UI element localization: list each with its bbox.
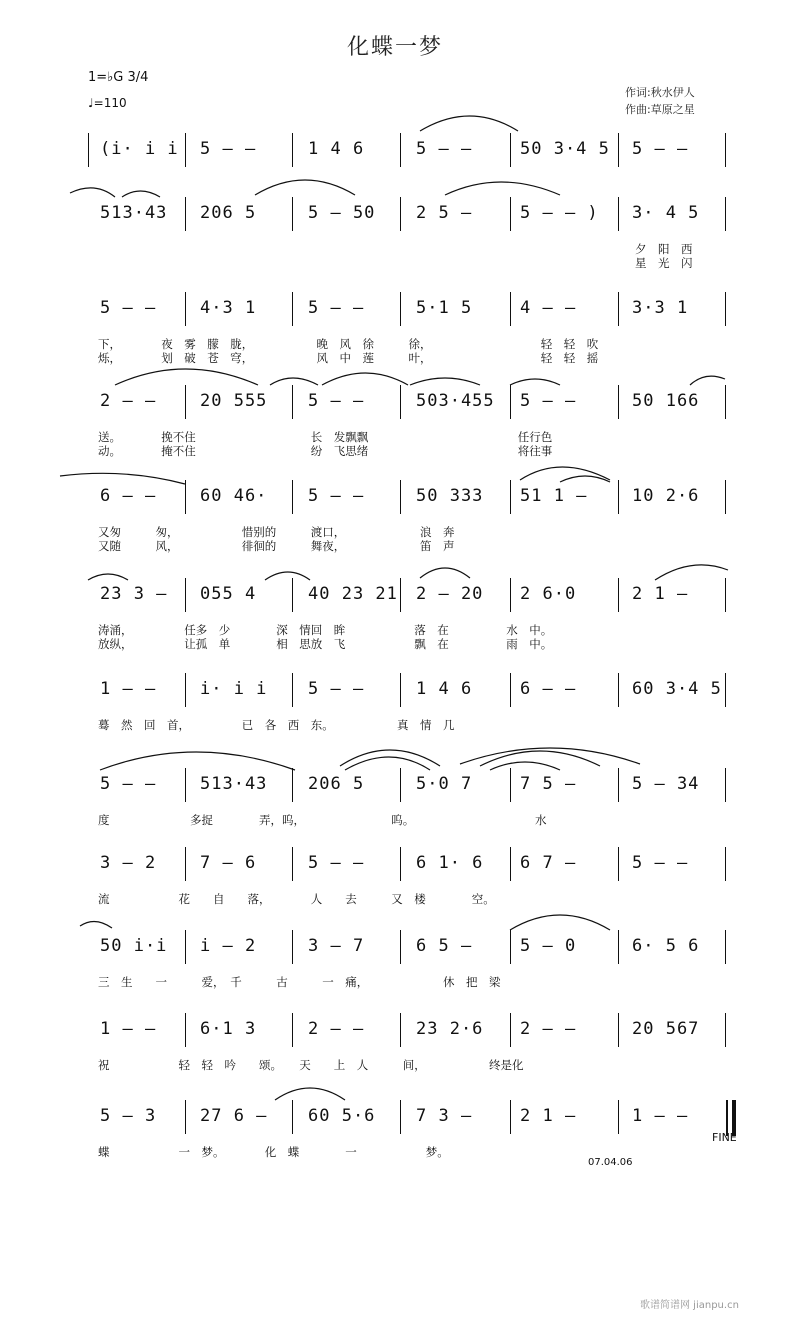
slur — [265, 572, 310, 580]
slur — [88, 574, 128, 580]
slur — [490, 762, 560, 770]
measure: 2 – 20 — [416, 584, 484, 604]
measure: 60 5·6 — [308, 1106, 376, 1126]
measure: 5 – – — [632, 139, 689, 159]
measure: i· i i — [200, 679, 268, 699]
lyric-line: 动。 掩不住 纷 飞思绪 将往事 — [98, 444, 553, 458]
time-signature: 3/4 — [127, 70, 149, 85]
music-line — [0, 1013, 790, 1047]
measure: 5 – – — [416, 139, 473, 159]
watermark: 歌谱简谱网 jianpu.cn — [640, 1300, 739, 1311]
measure: 6· 5 6 — [632, 936, 700, 956]
measure: 206 5 — [308, 774, 365, 794]
measure: 6 5 – — [416, 936, 473, 956]
key-label: 1=♭G — [88, 70, 124, 85]
measure: 7 3 – — [416, 1106, 473, 1126]
slur — [445, 182, 560, 195]
measure: 6 1· 6 — [416, 853, 484, 873]
lyricist: 作词:秋水伊人 — [625, 86, 695, 99]
slur-lines — [0, 649, 790, 679]
lyric-line: 烁， 划 破 苍 穹， 风 中 莲 叶， 轻 轻 摇 — [98, 351, 599, 365]
slur — [460, 748, 640, 764]
measure: 6·1 3 — [200, 1019, 257, 1039]
measure: 5 – – — [308, 298, 365, 318]
slur — [510, 379, 560, 385]
measure: 5 – – — [520, 391, 577, 411]
measure: 1 4 6 — [308, 139, 365, 159]
slur — [275, 1088, 345, 1100]
measure: 5 – – — [100, 298, 157, 318]
slur-lines — [0, 554, 790, 584]
measure: 50 i·i — [100, 936, 168, 956]
lyric-line: 又随 风， 徘徊的 舞夜， 笛 声 — [98, 539, 455, 553]
measure: 2 6·0 — [520, 584, 577, 604]
slur-lines — [0, 989, 790, 1019]
measure: 5·1 5 — [416, 298, 473, 318]
slur-lines — [0, 744, 790, 774]
measure: 20 555 — [200, 391, 268, 411]
slur-lines — [0, 456, 790, 486]
key-signature — [88, 70, 148, 85]
measure: 50 333 — [416, 486, 484, 506]
slur-lines — [0, 173, 790, 203]
measure: i – 2 — [200, 936, 257, 956]
slur — [270, 378, 318, 385]
measure: 20 567 — [632, 1019, 700, 1039]
music-line — [0, 578, 790, 612]
measure: 5 – 0 — [520, 936, 577, 956]
measure: 1 – – — [100, 1019, 157, 1039]
lyric-line: 三 生 一 爱， 千 古 一 痛， 休 把 梁 — [98, 975, 501, 989]
measure: 3· 4 5 — [632, 203, 700, 223]
measure: 4·3 1 — [200, 298, 257, 318]
lyric-line: 度 多捉 弄，呜， 呜。 水 — [98, 813, 547, 827]
slur — [655, 565, 728, 580]
measure: 513·43 — [100, 203, 168, 223]
music-line — [0, 480, 790, 514]
measure: 513·43 — [200, 774, 268, 794]
slur-lines — [0, 1076, 790, 1106]
fine-mark: FINE — [712, 1131, 737, 1144]
music-line — [0, 768, 790, 802]
lyric-line: 流 花 自 落， 人 去 又 楼 空。 — [98, 892, 495, 906]
music-line — [0, 673, 790, 707]
measure: 5 – – — [308, 486, 365, 506]
music-line — [0, 930, 790, 964]
measure: 2 5 – — [416, 203, 473, 223]
measure: 5 – 34 — [632, 774, 700, 794]
lyric-line: 蝶 一 梦。 化 蝶 一 梦。 — [98, 1145, 449, 1159]
slur — [115, 369, 258, 385]
slur-lines — [0, 268, 790, 298]
slur — [322, 373, 408, 385]
measure: 23 2·6 — [416, 1019, 484, 1039]
slur — [60, 473, 185, 484]
measure: (i· i i — [100, 139, 179, 159]
measure: 7 5 – — [520, 774, 577, 794]
lyric-line: 夕 阳 西 — [635, 242, 693, 256]
measure: 503·455 — [416, 391, 495, 411]
measure: 2 – – — [520, 1019, 577, 1039]
measure: 2 1 – — [632, 584, 689, 604]
measure: 055 4 — [200, 584, 257, 604]
measure: 5 – – — [100, 774, 157, 794]
measure: 206 5 — [200, 203, 257, 223]
slur-lines — [0, 823, 790, 853]
lyric-line: 蓦 然 回 首， 已 各 西 东。 真 情 几 — [98, 718, 455, 732]
music-line — [0, 1100, 790, 1134]
lyric-line: 送。 挽不住 长 发飘飘 任行色 — [98, 430, 553, 444]
slur — [420, 568, 470, 578]
slur-lines — [0, 906, 790, 936]
slur — [80, 921, 112, 928]
measure: 5 – – — [308, 679, 365, 699]
music-line — [0, 292, 790, 326]
music-line — [0, 847, 790, 881]
slur — [70, 188, 115, 197]
measure: 2 1 – — [520, 1106, 577, 1126]
slur — [100, 752, 295, 770]
measure: 1 – – — [632, 1106, 689, 1126]
measure: 5·0 7 — [416, 774, 473, 794]
measure: 1 4 6 — [416, 679, 473, 699]
measure: 1 – – — [100, 679, 157, 699]
measure: 7 – 6 — [200, 853, 257, 873]
measure: 2 – – — [308, 1019, 365, 1039]
date: 07.04.06 — [588, 1157, 633, 1168]
lyric-line: 星 光 闪 — [635, 256, 693, 270]
slur — [340, 750, 440, 766]
slur — [520, 467, 610, 480]
lyric-line: 放纵， 让孤 单 相 思放 飞 飘 在 雨 中。 — [98, 637, 553, 651]
measure: 50 166 — [632, 391, 700, 411]
slur — [122, 191, 160, 197]
measure: 10 2·6 — [632, 486, 700, 506]
tempo-marking: ♩=110 — [88, 96, 127, 110]
lyric-line: 涛涌， 任多 少 深 情回 眸 落 在 水 中。 — [98, 623, 553, 637]
slur-lines — [0, 361, 790, 391]
slur — [410, 378, 480, 385]
slur-lines — [0, 109, 790, 139]
measure: 3 – 2 — [100, 853, 157, 873]
lyric-line: 祝 轻 轻 吟 颂。 天 上 人 间， 终是化 — [98, 1058, 524, 1072]
measure: 5 – 50 — [308, 203, 376, 223]
slur — [255, 180, 355, 195]
music-line — [0, 385, 790, 419]
measure: 27 6 – — [200, 1106, 268, 1126]
measure: 5 – – ) — [520, 203, 599, 223]
song-title: 化蝶一梦 — [346, 35, 443, 60]
measure: 4 – – — [520, 298, 577, 318]
composer: 作曲:草原之星 — [625, 103, 695, 116]
measure: 60 46· — [200, 486, 268, 506]
measure: 5 – 3 — [100, 1106, 157, 1126]
lyric-line: 又匆 匆， 惜别的 渡口， 浪 奔 — [98, 525, 455, 539]
measure: 6 – – — [100, 486, 157, 506]
measure: 3 – 7 — [308, 936, 365, 956]
measure: 40 23 21 — [308, 584, 398, 604]
slur — [690, 376, 725, 385]
music-line — [0, 133, 790, 167]
measure: 60 3·4 5 — [632, 679, 722, 699]
measure: 6 7 – — [520, 853, 577, 873]
slur — [345, 757, 430, 770]
measure: 5 – – — [632, 853, 689, 873]
slur — [420, 116, 518, 131]
measure: 5 – – — [308, 391, 365, 411]
measure: 6 – – — [520, 679, 577, 699]
lyric-line: 下， 夜 雾 朦 胧， 晚 风 徐 徐， 轻 轻 吹 — [98, 337, 599, 351]
measure: 5 – – — [200, 139, 257, 159]
measure: 50 3·4 5 — [520, 139, 610, 159]
slur — [510, 915, 610, 930]
measure: 51 1 – — [520, 486, 588, 506]
measure: 3·3 1 — [632, 298, 689, 318]
measure: 2 – – — [100, 391, 157, 411]
measure: 5 – – — [308, 853, 365, 873]
music-line — [0, 197, 790, 231]
measure: 23 3 – — [100, 584, 168, 604]
